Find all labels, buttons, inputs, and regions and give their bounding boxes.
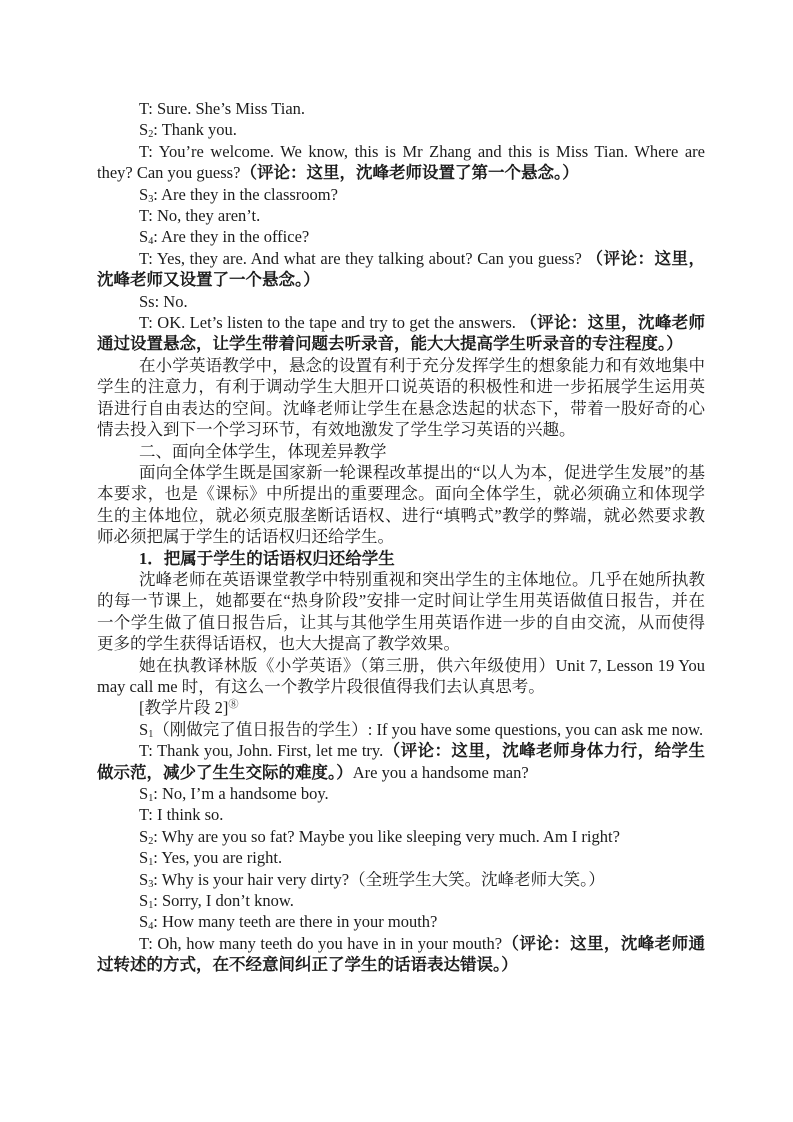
bold-comment-run: （评论：这里，沈峰老师身体力行，给学生做示范，减少了生生交际的难度。） [97,741,705,782]
text-run: S [139,848,149,868]
dialogue-line-s4 [97,911,705,932]
footnote-mark: ⑧ [228,699,239,711]
text-run: （刚做完了值日报告的学生）: If you have some questions, you can ask me now. [153,719,704,739]
dialogue-line-t [97,205,705,226]
dialogue-line-ss [97,291,705,312]
text-run: Are you a handsome man? [352,762,529,782]
text-run: T: Oh, how many teeth do you have in in your mouth? [139,933,503,953]
text-run: : Thank you. [153,120,237,140]
dialogue-line-s3 [97,869,705,890]
subscript-run: 3 [148,878,154,890]
subscript-run: 1 [148,857,154,869]
dialogue-line-t [97,312,705,355]
subscript-run: 1 [148,793,154,805]
subscript-run: 3 [148,193,154,205]
fragment-label [97,697,705,718]
commentary-paragraph [97,355,705,441]
text-run: [教学片段 2] [139,698,229,718]
dialogue-line-t [97,98,705,119]
dialogue-line-t [97,740,705,783]
text-run: Ss: No. [139,291,188,311]
dialogue-line-s1 [97,783,705,804]
text-run: T: Thank you, John. First, let me try. [139,741,384,761]
text-run: T: Yes, they are. And what are they talking about? Can you guess? [139,248,587,268]
commentary-paragraph [97,655,705,698]
text-run: 在小学英语教学中，悬念的设置有利于充分发挥学生的想象能力和有效地集中学生的注意力，有利于调动学生大胆开口说英语的积极性和进一步拓展学生运用英语进行自由表达的空间。沈峰老师让学生在悬念迭起的状态下，带着一股好奇的心情去投入到下一个学习环节，有效地激发了学生学习英语的兴趣。 [97,355,705,440]
text-run: 面向全体学生既是国家新一轮课程改革提出的“以人为本，促进学生发展”的基本要求，也是《课标》中所提出的重要理念。面向全体学生，就必须确立和体现学生的主体地位，就必须克服垄断话语权、进行“填鸭式”教学的弊端，就必然要求教师必须把属于学生的话语权归还给学生。 [97,462,705,547]
bold-comment-run: （评论：这里，沈峰老师又设置了一个悬念。） [97,248,706,290]
subscript-run: 2 [148,129,154,141]
text-run: T: I think so. [139,805,224,825]
text-run: : Why is your hair very dirty?（全班学生大笑。沈峰老师大笑。） [153,869,605,889]
dialogue-line-s1 [97,890,705,911]
text-run: T: Sure. She’s Miss Tian. [139,99,306,118]
dialogue-line-t [97,804,705,825]
text-run: S [139,826,149,846]
dialogue-line-t [97,933,705,976]
dialogue-line-t [97,141,705,184]
bold-comment-run: 1．把属于学生的话语权归还给学生 [139,548,395,568]
text-run: S [139,184,149,204]
dialogue-line-t [97,248,705,291]
commentary-paragraph [97,462,705,548]
text-run: S [139,120,149,140]
document-body [97,98,705,976]
subscript-run: 4 [148,236,154,248]
numbered-subheading [97,548,705,569]
text-run: T: No, they aren’t. [139,206,261,226]
text-run: 二、面向全体学生，体现差异教学 [139,441,387,461]
subscript-run: 2 [148,835,154,847]
text-run: : Yes, you are right. [153,848,283,868]
text-run: 她在执教译林版《小学英语》（第三册，供六年级使用）Unit 7, Lesson 19 You may call me 时，有这么一个教学片段很值得我们去认真思考。 [97,655,705,696]
dialogue-line-s3 [97,184,705,205]
text-run: : Why are you so fat? Maybe you like sleeping very much. Am I right? [153,826,620,846]
subscript-run: 1 [148,900,154,912]
text-run: 沈峰老师在英语课堂教学中特别重视和突出学生的主体地位。几乎在她所执教的每一节课上，她都要在“热身阶段”安排一定时间让学生用英语做值日报告，并在一个学生做了值日报告后，让其与其他学生用英语作进一步的自由交流，从而使得更多的学生获得话语权，也大大提高了教学效果。 [97,569,705,654]
text-run: S [139,784,149,803]
commentary-paragraph [97,569,705,655]
text-run: T: You’re welcome. We know, this is Mr Zhang and this is Miss Tian. Where are they? Can you guess? [97,141,705,183]
text-run: : No, I’m a handsome boy. [153,784,329,803]
text-run: S [139,719,149,739]
bold-comment-run: （评论：这里，沈峰老师通过转述的方式，在不经意间纠正了学生的话语表达错误。） [97,933,705,975]
dialogue-line-s1 [97,847,705,868]
dialogue-line-s2 [97,826,705,847]
text-run: S [139,869,149,889]
text-run: S [139,912,149,932]
text-run: : How many teeth are there in your mouth? [153,912,438,932]
text-run: : Sorry, I don’t know. [153,891,294,911]
dialogue-line-s2 [97,119,705,140]
bold-comment-run: （评论：这里，沈峰老师设置了第一个悬念。） [240,163,579,183]
bold-comment-run: （评论：这里，沈峰老师通过设置悬念，让学生带着问题去听录音，能大大提高学生听录音的专注程度。） [97,313,705,354]
text-run: S [139,227,149,247]
dialogue-line-s4 [97,226,705,247]
text-run: : Are they in the classroom? [153,184,338,204]
section-heading [97,441,705,462]
text-run: : Are they in the office? [153,227,310,247]
subscript-run: 1 [148,728,154,740]
dialogue-line-s1 [97,719,705,740]
text-run: T: OK. Let’s listen to the tape and try to get the answers. [139,313,521,333]
text-run: S [139,891,149,911]
subscript-run: 4 [148,921,154,933]
